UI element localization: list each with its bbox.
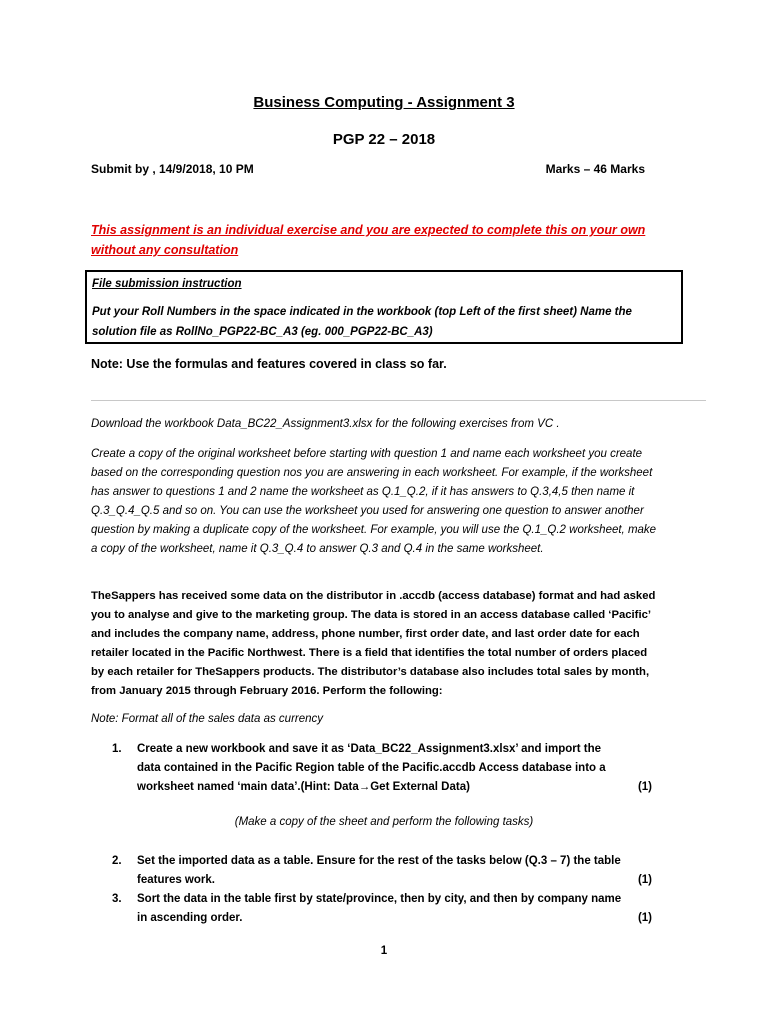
file-submission-instruction-box — [85, 270, 683, 344]
question-text: Create a new workbook and save it as ‘Data_BC22_Assignment3.xlsx’ and import the data contained in the Pacific Region table of the Pacific.accdb Access database into a worksheet named ‘main data’.(Hint: Data→Get External Data) — [137, 743, 606, 793]
question-number: 1. — [112, 743, 122, 755]
document-subtitle: PGP 22 – 2018 — [332, 131, 436, 148]
individual-exercise-warning: This assignment is an individual exercise and you are expected to complete this on your own without any consultation — [91, 223, 646, 257]
submission-info-row — [91, 162, 645, 176]
submit-deadline: Submit by , 14/9/2018, 10 PM — [91, 162, 254, 176]
formulas-note: Note: Use the formulas and features covered in class so far. — [91, 357, 447, 371]
question-number: 3. — [112, 893, 122, 905]
question-item — [112, 740, 652, 797]
question-number: 2. — [112, 855, 122, 867]
thesappers-paragraph: TheSappers has received some data on the distributor in .accdb (access database) format and had asked you to analyse and give to the marketing group. The data is stored in an access database called ‘Pacific’ and includes the company name, address, phone number, first order date, and last order date for each retailer located in the Pacific Northwest. There is a field that identifies the total number of orders placed by each retailer for TheSappers products. The distributor’s database also includes total sales by month, from January 2015 through February 2016. Perform the following: — [91, 590, 656, 697]
download-paragraph: Download the workbook Data_BC22_Assignment3.xlsx for the following exercises from VC . — [91, 418, 560, 430]
question-marks: (1) — [637, 781, 652, 793]
instruction-body: Put your Roll Numbers in the space indicated in the workbook (top Left of the first sheet) Name the solution file as RollNo_PGP22-BC_A3 (eg. 000_PGP22-BC_A3) — [92, 306, 632, 338]
question-text: Sort the data in the table first by state/province, then by city, and then by company name in ascending order. — [137, 893, 622, 924]
instruction-heading: File submission instruction — [92, 278, 242, 290]
page-number: 1 — [380, 945, 388, 957]
question-marks: (1) — [637, 874, 652, 886]
currency-format-note: Note: Format all of the sales data as currency — [91, 713, 324, 725]
question-text: Set the imported data as a table. Ensure for the rest of the tasks below (Q.3 – 7) the table features work. — [137, 855, 621, 886]
question-item — [112, 852, 652, 890]
copy-sheet-note: (Make a copy of the sheet and perform the following tasks) — [234, 816, 534, 828]
document-title: Business Computing - Assignment 3 — [253, 94, 515, 111]
total-marks: Marks – 46 Marks — [545, 162, 645, 176]
question-marks: (1) — [637, 912, 652, 924]
divider — [91, 400, 706, 401]
question-item — [112, 890, 652, 928]
copy-instructions-paragraph: Create a copy of the original worksheet before starting with question 1 and name each worksheet you create based on the corresponding question nos you are answering in each worksheet. For example, if the worksheet has answer to questions 1 and 2 name the worksheet as Q.1_Q.2, if it has answers to Q.3,4,5 then name it Q.3_Q.4_Q.5 and so on. You can use the worksheet you used for answering one question to answer another question by making a duplicate copy of the worksheet. For example, you will use the Q.1_Q.2 worksheet, make a copy of the worksheet, name it Q.3_Q.4 to answer Q.3 and Q.4 in the same worksheet. — [91, 448, 657, 555]
